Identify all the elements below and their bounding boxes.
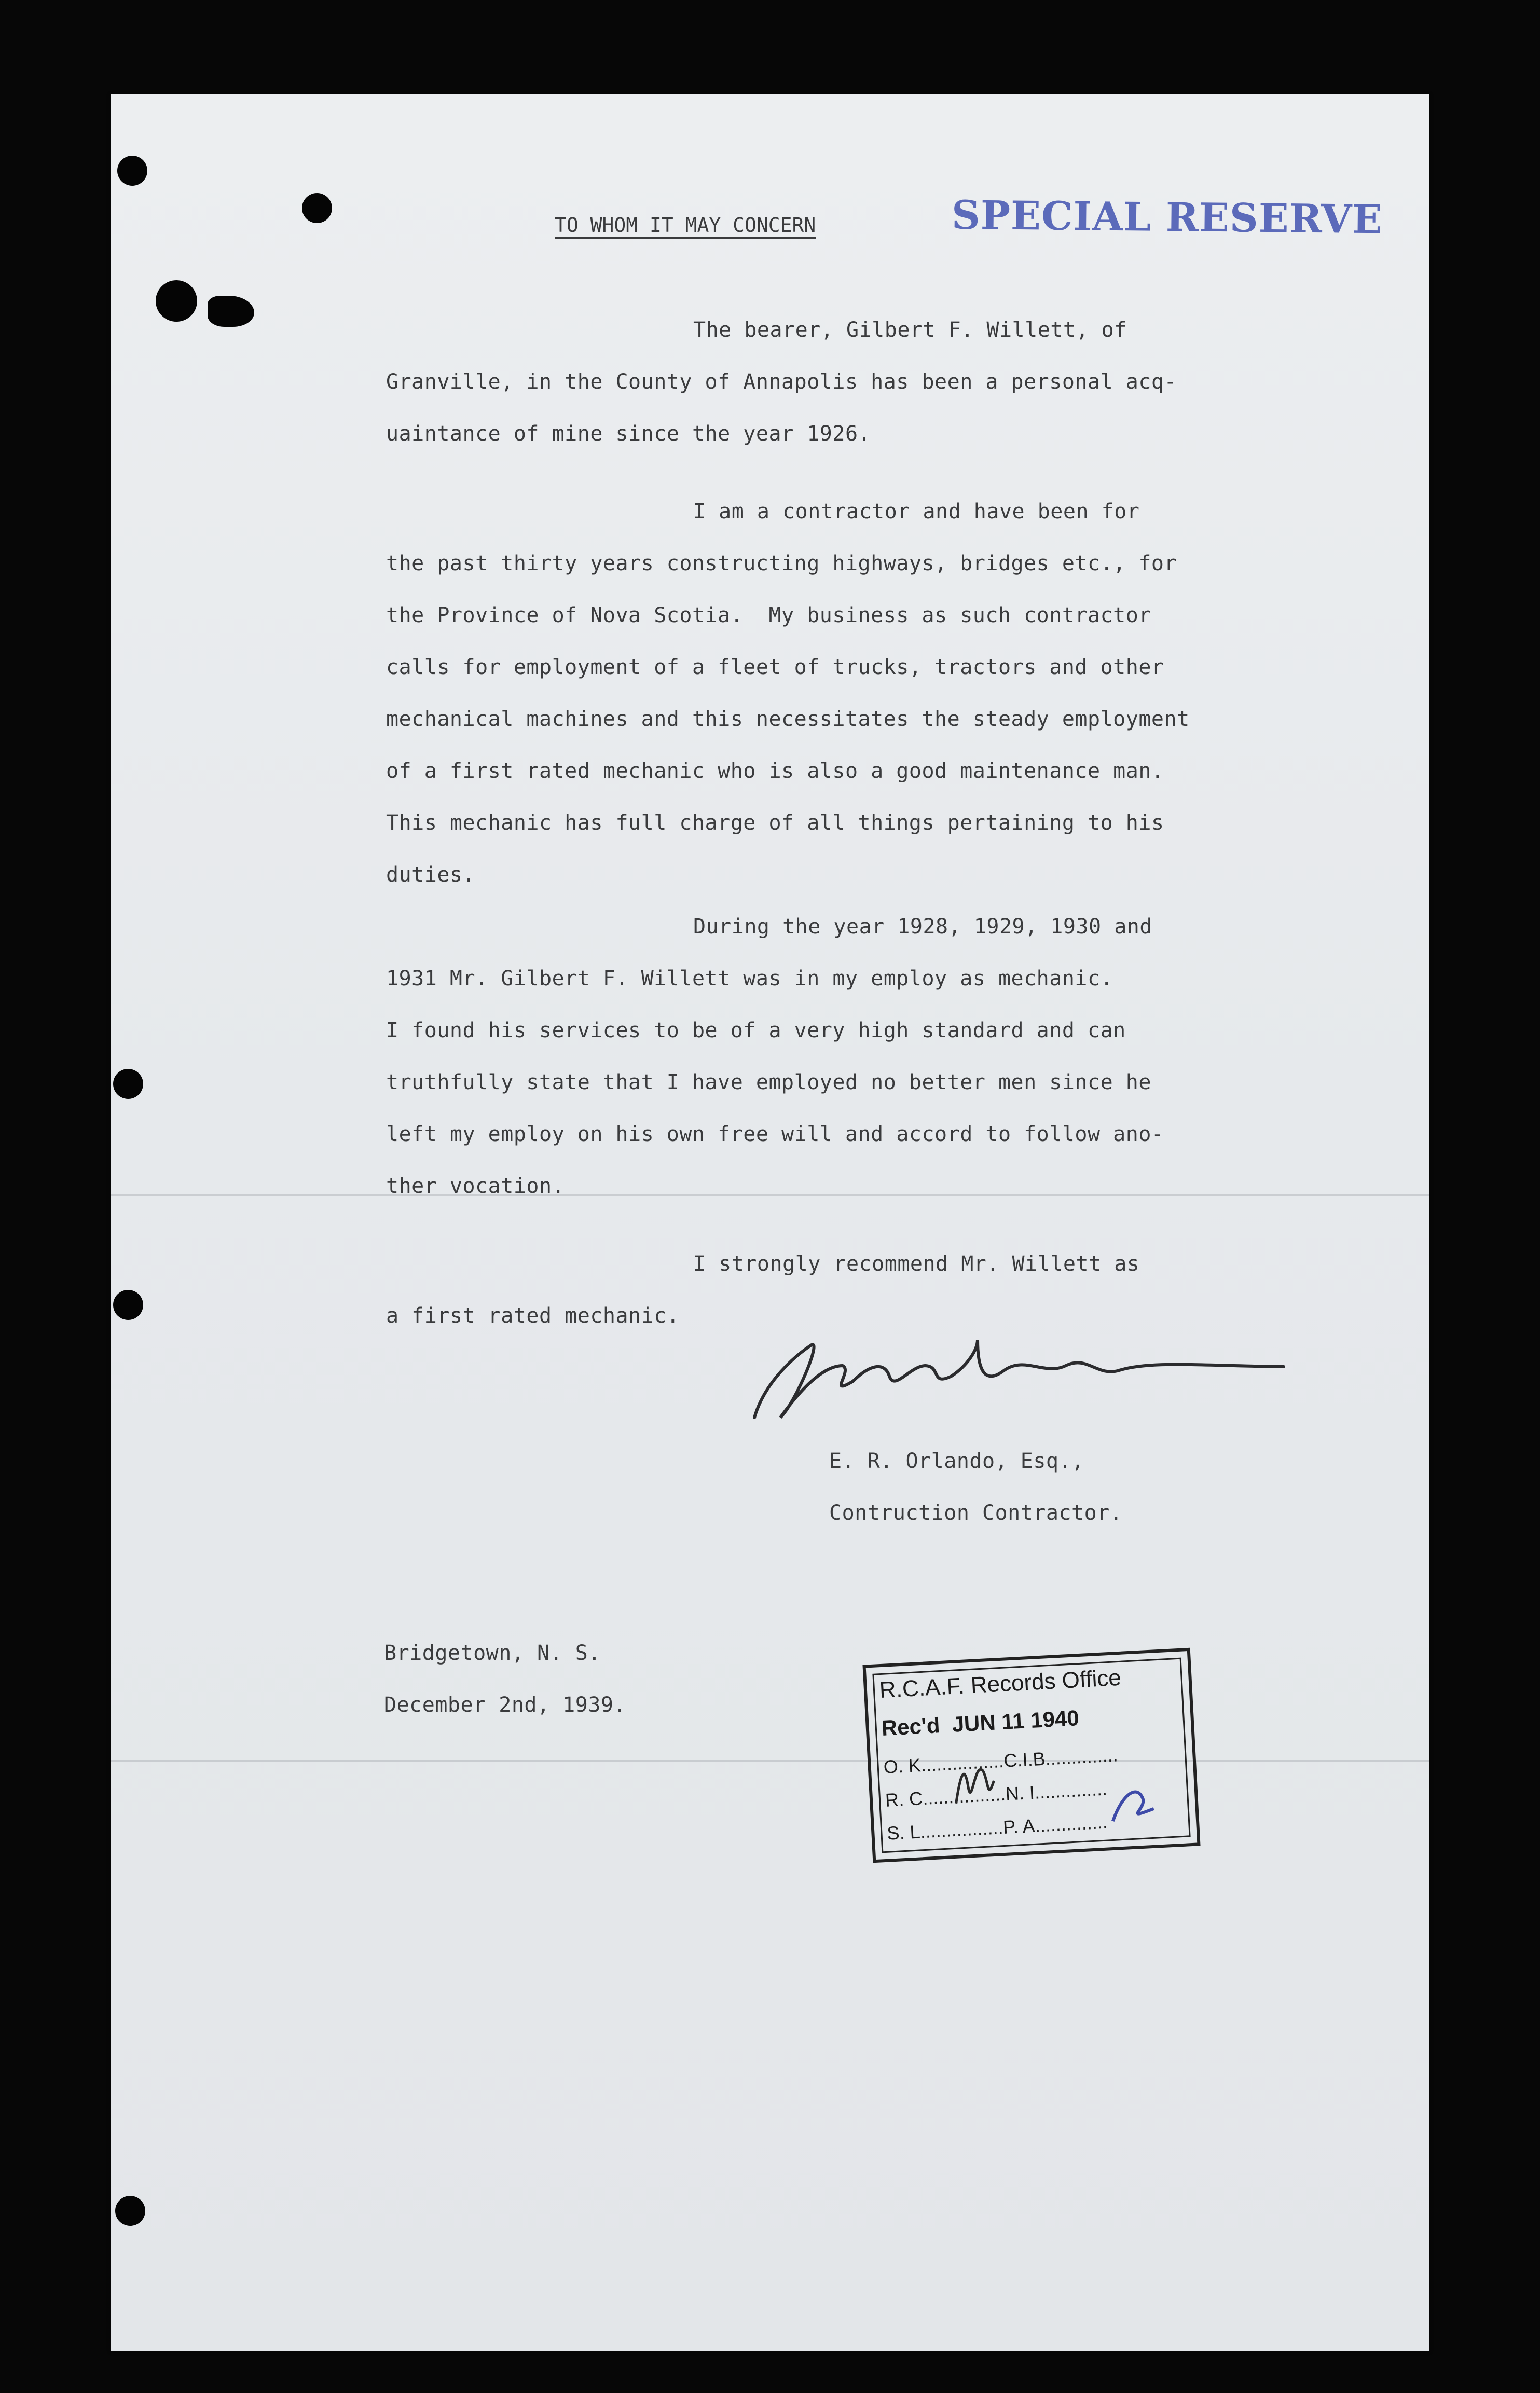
text-line: the past thirty years constructing highways, bridges etc., for: [386, 552, 1177, 575]
place-line: Bridgetown, N. S.: [384, 1641, 601, 1665]
text-line: truthfully state that I have employed no better men since he: [386, 1070, 1151, 1094]
text-line: left my employ on his own free will and accord to follow ano-: [386, 1122, 1164, 1146]
text-line: uaintance of mine since the year 1926.: [386, 422, 871, 446]
text-line: calls for employment of a fleet of trucks, tractors and other: [386, 655, 1164, 679]
fold-line: [111, 1194, 1429, 1196]
text-line: I am a contractor and have been for: [693, 500, 1140, 524]
punch-hole: [115, 2196, 145, 2226]
stamp-row: R. C................N. I..............: [885, 1778, 1108, 1811]
text-line: I strongly recommend Mr. Willett as: [693, 1252, 1140, 1276]
punch-hole: [113, 1069, 143, 1099]
stamp-handwritten-initials: [942, 1730, 1165, 1846]
stamp-recd-label: Rec'd: [881, 1713, 941, 1741]
signature-title: Contruction Contractor.: [829, 1501, 1123, 1525]
stamp-row: O. K................C.I.B..............: [883, 1744, 1119, 1778]
special-reserve-stamp: SPECIAL RESERVE: [951, 191, 1383, 243]
stamp-cib: C.I.B.: [1003, 1748, 1051, 1771]
text-line: ther vocation.: [386, 1174, 565, 1198]
fold-line: [111, 1760, 1429, 1762]
document-page: [111, 94, 1429, 2351]
punch-hole: [302, 193, 332, 223]
stamp-row: S. L................P. A..............: [886, 1811, 1108, 1844]
stamp-recd-date: JUN 11 1940: [951, 1706, 1080, 1737]
records-office-stamp: [862, 1648, 1200, 1863]
document-heading: TO WHOM IT MAY CONCERN: [555, 214, 816, 237]
date-line: December 2nd, 1939.: [384, 1693, 627, 1717]
text-line: Granville, in the County of Annapolis has been a personal acq-: [386, 370, 1177, 394]
text-line: the Province of Nova Scotia. My business as such contractor: [386, 603, 1151, 627]
punch-hole: [156, 280, 197, 322]
text-line: of a first rated mechanic who is also a good maintenance man.: [386, 759, 1164, 783]
stamp-ni: N. I.: [1005, 1781, 1040, 1805]
handwritten-signature: [734, 1319, 1304, 1433]
text-line: mechanical machines and this necessitates the steady employment: [386, 707, 1190, 731]
stamp-pa: P. A.: [1002, 1814, 1041, 1838]
text-line: The bearer, Gilbert F. Willett, of: [693, 318, 1127, 342]
stamp-office-title: R.C.A.F. Records Office: [878, 1665, 1122, 1703]
stamp-ok: O. K.: [883, 1754, 927, 1778]
text-line: duties.: [386, 863, 476, 887]
text-line: 1931 Mr. Gilbert F. Willett was in my employ as mechanic.: [386, 967, 1113, 991]
stamp-rc: R. C.: [885, 1787, 929, 1811]
punch-hole: [113, 1290, 143, 1320]
text-line: During the year 1928, 1929, 1930 and: [693, 915, 1152, 939]
text-line: a first rated mechanic.: [386, 1304, 680, 1328]
text-line: I found his services to be of a very high standard and can: [386, 1019, 1126, 1042]
text-line: This mechanic has full charge of all things pertaining to his: [386, 811, 1164, 835]
stamp-sl: S. L.: [886, 1820, 926, 1844]
punch-hole: [117, 156, 147, 186]
signature-name: E. R. Orlando, Esq.,: [829, 1449, 1084, 1473]
